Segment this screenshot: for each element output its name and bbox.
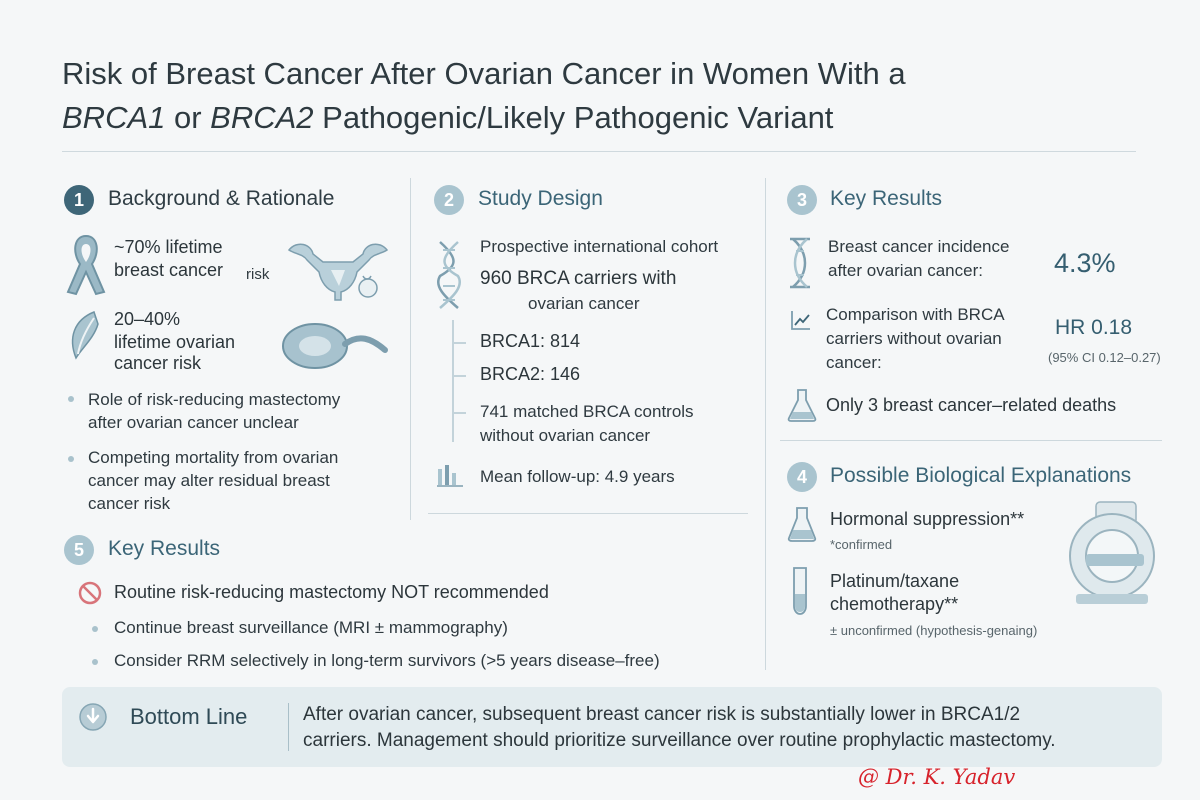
incidence-line-2: after ovarian cancer: bbox=[828, 261, 983, 280]
dna-icon bbox=[436, 240, 462, 310]
beaker-icon bbox=[787, 506, 817, 542]
section-3-number: 3 bbox=[787, 185, 817, 215]
platinum-line-2: chemotherapy** bbox=[830, 594, 959, 614]
bullet-line: after ovarian cancer unclear bbox=[88, 413, 299, 432]
no-entry-icon bbox=[78, 581, 102, 605]
section1-bullet-1 bbox=[88, 388, 340, 434]
recommendation-bullet-2: Consider RRM selectively in long-term survivors (>5 years disease–free) bbox=[114, 651, 660, 670]
flask-icon bbox=[787, 388, 817, 422]
brca2-count: BRCA2: 146 bbox=[480, 364, 581, 384]
section-4-number: 4 bbox=[787, 462, 817, 492]
bullet-line: Role of risk-reducing mastectomy bbox=[88, 390, 341, 409]
tree-branch bbox=[452, 375, 466, 377]
brca1-count: BRCA1: 814 bbox=[480, 331, 581, 351]
droplet-icon bbox=[355, 272, 381, 300]
section-2-number: 2 bbox=[434, 185, 464, 215]
section-4-title: Possible Biological Explanations bbox=[830, 464, 1132, 487]
column-divider-1 bbox=[410, 178, 411, 520]
dna-helix-icon bbox=[787, 237, 813, 289]
trend-icon bbox=[436, 463, 464, 487]
trend-icon bbox=[790, 309, 812, 331]
section-1-number: 1 bbox=[64, 185, 94, 215]
ovary-icon bbox=[275, 314, 390, 376]
section-2-title: Study Design bbox=[478, 187, 603, 210]
mean-followup: Mean follow-up: 4.9 years bbox=[480, 467, 675, 486]
download-arrow-icon bbox=[78, 702, 108, 732]
item2-value: 20–40% bbox=[114, 309, 181, 329]
bullet-line: Competing mortality from ovarian bbox=[88, 448, 339, 467]
item1-text: breast cancer bbox=[114, 260, 224, 280]
hormonal-title: Hormonal suppression** bbox=[830, 509, 1025, 529]
bottom-line-divider bbox=[288, 703, 289, 751]
bottom-line-text bbox=[303, 702, 1056, 754]
platinum-note: ± unconfirmed (hypothesis-genaing) bbox=[830, 623, 1038, 638]
controls-line-1: 741 matched BRCA controls bbox=[480, 402, 694, 421]
tree-branch bbox=[452, 412, 466, 414]
controls-line-2: without ovarian cancer bbox=[480, 426, 651, 445]
title-gene-1: BRCA1 bbox=[62, 100, 166, 135]
incidence-line-1: Breast cancer incidence bbox=[828, 237, 1010, 256]
recommendation-bullet-1: Continue breast surveillance (MRI ± mammography) bbox=[114, 618, 508, 637]
bottom-line-1: After ovarian cancer, subsequent breast cancer risk is substantially lower in BRCA1/2 bbox=[303, 704, 1021, 725]
item1-value: ~70% lifetime bbox=[114, 237, 223, 257]
title-gene-2: BRCA2 bbox=[210, 100, 314, 135]
study-cohort: Prospective international cohort bbox=[480, 237, 719, 256]
page-title bbox=[62, 52, 1142, 140]
section-5-title: Key Results bbox=[108, 537, 221, 560]
hazard-ratio-ci: (95% CI 0.12–0.27) bbox=[1048, 350, 1161, 365]
bullet-line: cancer risk bbox=[88, 494, 171, 513]
bullet-dot bbox=[92, 659, 98, 665]
item1-suffix: risk bbox=[246, 266, 270, 283]
comparison-line-2: carriers without ovarian bbox=[826, 329, 1002, 348]
carriers-line-1: 960 BRCA carriers with bbox=[480, 268, 677, 289]
title-mid: or bbox=[165, 100, 211, 135]
tree-connector bbox=[452, 320, 454, 442]
section-5-number: 5 bbox=[64, 535, 94, 565]
section-1-title: Background & Rationale bbox=[108, 187, 335, 210]
tree-branch bbox=[452, 342, 466, 344]
bottom-line-2: carriers. Management should prioritize surveillance over routine prophylactic mastectomy. bbox=[303, 730, 1056, 751]
recommendation-main: Routine risk-reducing mastectomy NOT recommended bbox=[114, 582, 549, 602]
bullet-dot bbox=[92, 626, 98, 632]
deaths-text: Only 3 breast cancer–related deaths bbox=[826, 395, 1117, 415]
title-line-1: Risk of Breast Cancer After Ovarian Cancer in Women With a bbox=[62, 56, 906, 91]
platinum-line-1: Platinum/taxane bbox=[830, 571, 960, 591]
hazard-ratio: HR 0.18 bbox=[1055, 316, 1133, 339]
section1-bullet-2 bbox=[88, 446, 338, 515]
section-3-title: Key Results bbox=[830, 187, 943, 210]
title-divider bbox=[62, 151, 1136, 152]
ribbon-icon bbox=[62, 230, 110, 298]
carriers-line-2: ovarian cancer bbox=[528, 294, 640, 313]
study-design-divider bbox=[428, 513, 748, 514]
title-rest: Pathogenic/Likely Pathogenic Variant bbox=[313, 100, 834, 135]
item2-text-1: lifetime ovarian bbox=[114, 332, 236, 352]
hormonal-note: *confirmed bbox=[830, 537, 893, 552]
title-line-2 bbox=[62, 96, 1142, 140]
bottom-line-label: Bottom Line bbox=[130, 704, 248, 729]
comparison-line-1: Comparison with BRCA bbox=[826, 305, 1005, 324]
test-tube-icon bbox=[790, 566, 810, 616]
column-divider-2 bbox=[765, 178, 766, 670]
item2-text-2: cancer risk bbox=[114, 353, 202, 373]
bullet-dot bbox=[68, 396, 74, 402]
droplet-icon bbox=[64, 308, 108, 364]
key-results-divider bbox=[780, 440, 1162, 441]
comparison-line-3: cancer: bbox=[826, 353, 882, 372]
incidence-value: 4.3% bbox=[1054, 248, 1116, 278]
bullet-dot bbox=[68, 456, 74, 462]
mri-scanner-icon bbox=[1056, 498, 1162, 610]
bullet-line: cancer may alter residual breast bbox=[88, 471, 330, 490]
author-signature: @ Dr. K. Yadav bbox=[858, 765, 1016, 789]
